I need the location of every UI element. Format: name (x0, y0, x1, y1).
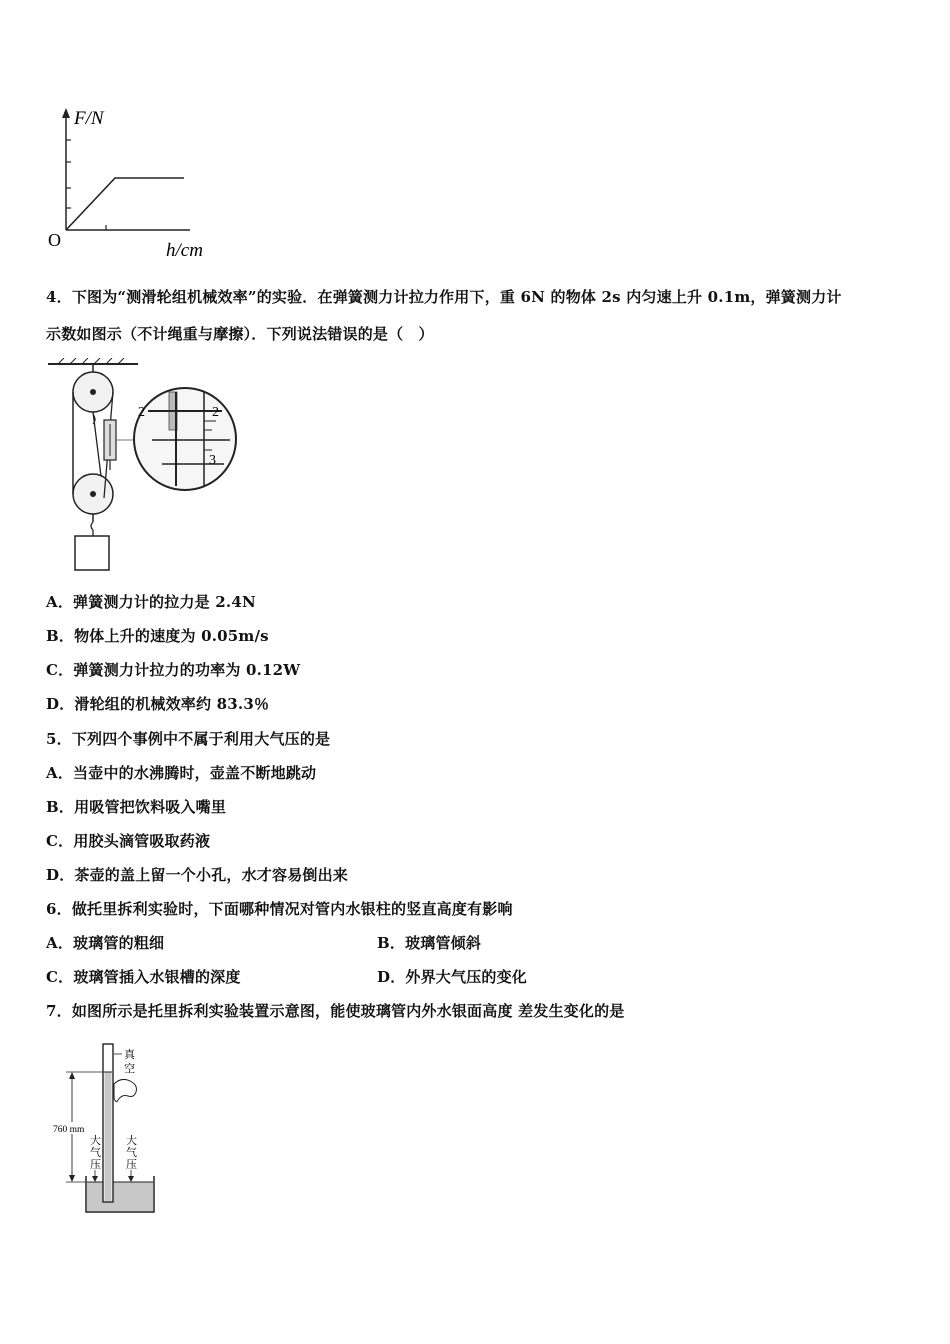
q5-option-a[interactable]: A．当壶中的水沸腾时，壶盖不断地跳动 (46, 764, 317, 782)
q5-option-b[interactable]: B．用吸管把饮料吸入嘴里 (46, 798, 227, 816)
height-label: 760 mm (53, 1125, 85, 1135)
q4-option-a[interactable]: A．弹簧测力计的拉力是 2.4N (46, 593, 256, 611)
atm-label-left: 气 (90, 1147, 101, 1159)
weight-block (75, 536, 109, 570)
q4-option-d[interactable]: D．滑轮组的机械效率约 83.3％ (46, 695, 270, 713)
q5-option-d[interactable]: D．茶壶的盖上留一个小孔，水才容易倒出来 (46, 866, 349, 884)
atm-label-right: 气 (126, 1147, 137, 1159)
q4-option-c[interactable]: C．弹簧测力计拉力的功率为 0.12W (46, 661, 301, 679)
atm-label-left: 大 (90, 1135, 101, 1147)
x-axis-label: h/cm (166, 240, 203, 261)
q7-stem: 7．如图所示是托里拆利实验装置示意图，能使玻璃管内外水银面高度 差发生变化的是 (46, 1002, 625, 1020)
q4-stem-line2: 示数如图示（不计绳重与摩擦）．下列说法错误的是（ ） (46, 325, 434, 343)
origin-label: O (48, 230, 61, 250)
vacuum-label: 真 (124, 1049, 135, 1061)
mercury-column (105, 1072, 112, 1201)
q6-option-a[interactable]: A．玻璃管的粗细 (46, 934, 165, 952)
q4-option-b[interactable]: B．物体上升的速度为 0.05m/s (46, 627, 269, 645)
hand-icon (114, 1079, 137, 1101)
scale-reading-bottom: 3 (209, 453, 216, 468)
scale-reading-top: 2 (212, 405, 219, 420)
y-axis-arrow (62, 108, 70, 118)
q5-option-c[interactable]: C．用胶头滴管吸取药液 (46, 832, 211, 850)
atm-label-right: 大 (126, 1135, 137, 1147)
pulley-system-figure (44, 358, 239, 574)
magnified-scale (134, 388, 236, 490)
force-height-graph (40, 100, 230, 265)
vacuum-label: 空 (124, 1063, 135, 1075)
torricelli-apparatus-figure (48, 1040, 168, 1220)
q6-option-c[interactable]: C．玻璃管插入水银槽的深度 (46, 968, 241, 986)
force-curve (66, 178, 184, 230)
mercury-pool (87, 1182, 153, 1211)
scale-reading-top: 2 (138, 405, 145, 420)
y-axis-label: F/N (74, 108, 104, 129)
q6-option-d[interactable]: D．外界大气压的变化 (377, 968, 528, 986)
atm-label-right: 压 (126, 1159, 137, 1171)
q6-option-b[interactable]: B．玻璃管倾斜 (377, 934, 482, 952)
q4-stem-line1: 4．下图为“测滑轮组机械效率”的实验．在弹簧测力计拉力作用下，重 6N 的物体 2s 内匀速上升 0.1m，弹簧测力计 (46, 288, 842, 306)
atm-label-left: 压 (90, 1159, 101, 1171)
q6-stem: 6．做托里拆利实验时，下面哪种情况对管内水银柱的竖直高度有影响 (46, 900, 513, 918)
q5-stem: 5．下列四个事例中不属于利用大气压的是 (46, 730, 331, 748)
